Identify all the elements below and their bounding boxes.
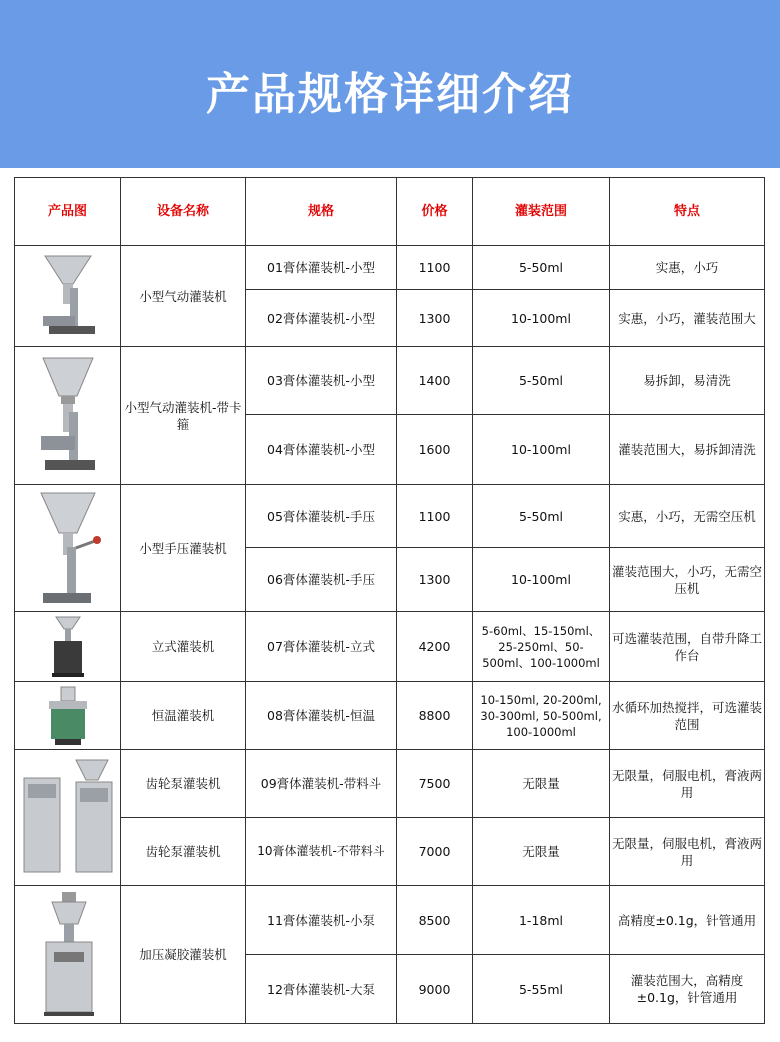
table-row	[15, 612, 765, 682]
thermostatic-filler-photo	[35, 685, 101, 747]
range-cell: 5-50ml	[473, 246, 610, 290]
product-photo	[15, 246, 121, 347]
price-cell: 1100	[397, 246, 473, 290]
vertical-filler-photo	[38, 615, 98, 679]
range-cell: 5-50ml	[473, 485, 610, 548]
pressurized-gel-filler-photo	[28, 890, 108, 1020]
header-row	[15, 178, 765, 246]
product-photo	[15, 347, 121, 485]
feature-cell: 水循环加热搅拌，可选灌装范围	[610, 682, 765, 750]
range-cell: 无限量	[473, 818, 610, 886]
feature-cell: 高精度±0.1g，针管通用	[610, 886, 765, 955]
feature-cell: 无限量，伺服电机，膏液两用	[610, 750, 765, 818]
table-row	[15, 347, 765, 415]
price-cell: 1600	[397, 415, 473, 485]
feature-cell: 可选灌装范围，自带升降工作台	[610, 612, 765, 682]
range-cell: 5-50ml	[473, 347, 610, 415]
price-cell: 1300	[397, 548, 473, 612]
feature-cell: 实惠，小巧，灌装范围大	[610, 290, 765, 347]
feature-cell: 灌装范围大，易拆卸清洗	[610, 415, 765, 485]
price-cell: 1400	[397, 347, 473, 415]
price-cell: 1100	[397, 485, 473, 548]
spec-cell: 08膏体灌装机-恒温	[246, 682, 397, 750]
range-cell: 5-55ml	[473, 955, 610, 1024]
range-cell: 5-60ml、15-150ml、25-250ml、50-500ml、100-1000ml	[473, 612, 610, 682]
spec-cell: 02膏体灌装机-小型	[246, 290, 397, 347]
price-cell: 9000	[397, 955, 473, 1024]
device-name: 小型气动灌装机-带卡箍	[121, 347, 246, 485]
header-spec: 规格	[246, 178, 397, 246]
range-cell: 10-100ml	[473, 290, 610, 347]
spec-cell: 04膏体灌装机-小型	[246, 415, 397, 485]
table-row	[15, 886, 765, 955]
header-name: 设备名称	[121, 178, 246, 246]
range-cell: 10-100ml	[473, 415, 610, 485]
feature-cell: 实惠，小巧，无需空压机	[610, 485, 765, 548]
header-feature: 特点	[610, 178, 765, 246]
price-cell: 7000	[397, 818, 473, 886]
gear-pump-filler-photo	[18, 754, 118, 882]
pneumatic-filler-small-photo	[23, 250, 113, 342]
table-row	[15, 246, 765, 290]
spec-cell: 03膏体灌装机-小型	[246, 347, 397, 415]
product-photo	[15, 682, 121, 750]
manual-filler-photo	[23, 487, 113, 609]
feature-cell: 无限量，伺服电机，膏液两用	[610, 818, 765, 886]
range-cell: 10-100ml	[473, 548, 610, 612]
spec-cell: 12膏体灌装机-大泵	[246, 955, 397, 1024]
feature-cell: 灌装范围大，小巧，无需空压机	[610, 548, 765, 612]
device-name: 立式灌装机	[121, 612, 246, 682]
price-cell: 7500	[397, 750, 473, 818]
range-cell: 1-18ml	[473, 886, 610, 955]
table-row	[15, 818, 765, 886]
header-image: 产品图	[15, 178, 121, 246]
price-cell: 8800	[397, 682, 473, 750]
table-row	[15, 750, 765, 818]
product-photo	[15, 750, 121, 886]
range-cell: 10-150ml, 20-200ml, 30-300ml, 50-500ml, 100-1000ml	[473, 682, 610, 750]
price-cell: 4200	[397, 612, 473, 682]
table-row	[15, 682, 765, 750]
spec-cell: 05膏体灌装机-手压	[246, 485, 397, 548]
device-name: 恒温灌装机	[121, 682, 246, 750]
spec-cell: 01膏体灌装机-小型	[246, 246, 397, 290]
device-name: 小型气动灌装机	[121, 246, 246, 347]
price-cell: 8500	[397, 886, 473, 955]
device-name: 齿轮泵灌装机	[121, 750, 246, 818]
product-photo	[15, 485, 121, 612]
spec-cell: 10膏体灌装机-不带料斗	[246, 818, 397, 886]
device-name: 加压凝胶灌装机	[121, 886, 246, 1024]
device-name: 齿轮泵灌装机	[121, 818, 246, 886]
product-photo	[15, 886, 121, 1024]
feature-cell: 实惠，小巧	[610, 246, 765, 290]
device-name: 小型手压灌装机	[121, 485, 246, 612]
spec-table	[14, 177, 765, 1024]
spec-cell: 09膏体灌装机-带料斗	[246, 750, 397, 818]
header-range: 灌装范围	[473, 178, 610, 246]
header-price: 价格	[397, 178, 473, 246]
feature-cell: 易拆卸，易清洗	[610, 347, 765, 415]
range-cell: 无限量	[473, 750, 610, 818]
product-photo	[15, 612, 121, 682]
feature-cell: 灌装范围大，高精度±0.1g，针管通用	[610, 955, 765, 1024]
page-title: 产品规格详细介绍	[206, 69, 574, 120]
title-banner	[0, 0, 780, 168]
spec-cell: 07膏体灌装机-立式	[246, 612, 397, 682]
spec-cell: 11膏体灌装机-小泵	[246, 886, 397, 955]
table-row	[15, 485, 765, 548]
spec-cell: 06膏体灌装机-手压	[246, 548, 397, 612]
price-cell: 1300	[397, 290, 473, 347]
pneumatic-filler-clamp-photo	[23, 352, 113, 480]
